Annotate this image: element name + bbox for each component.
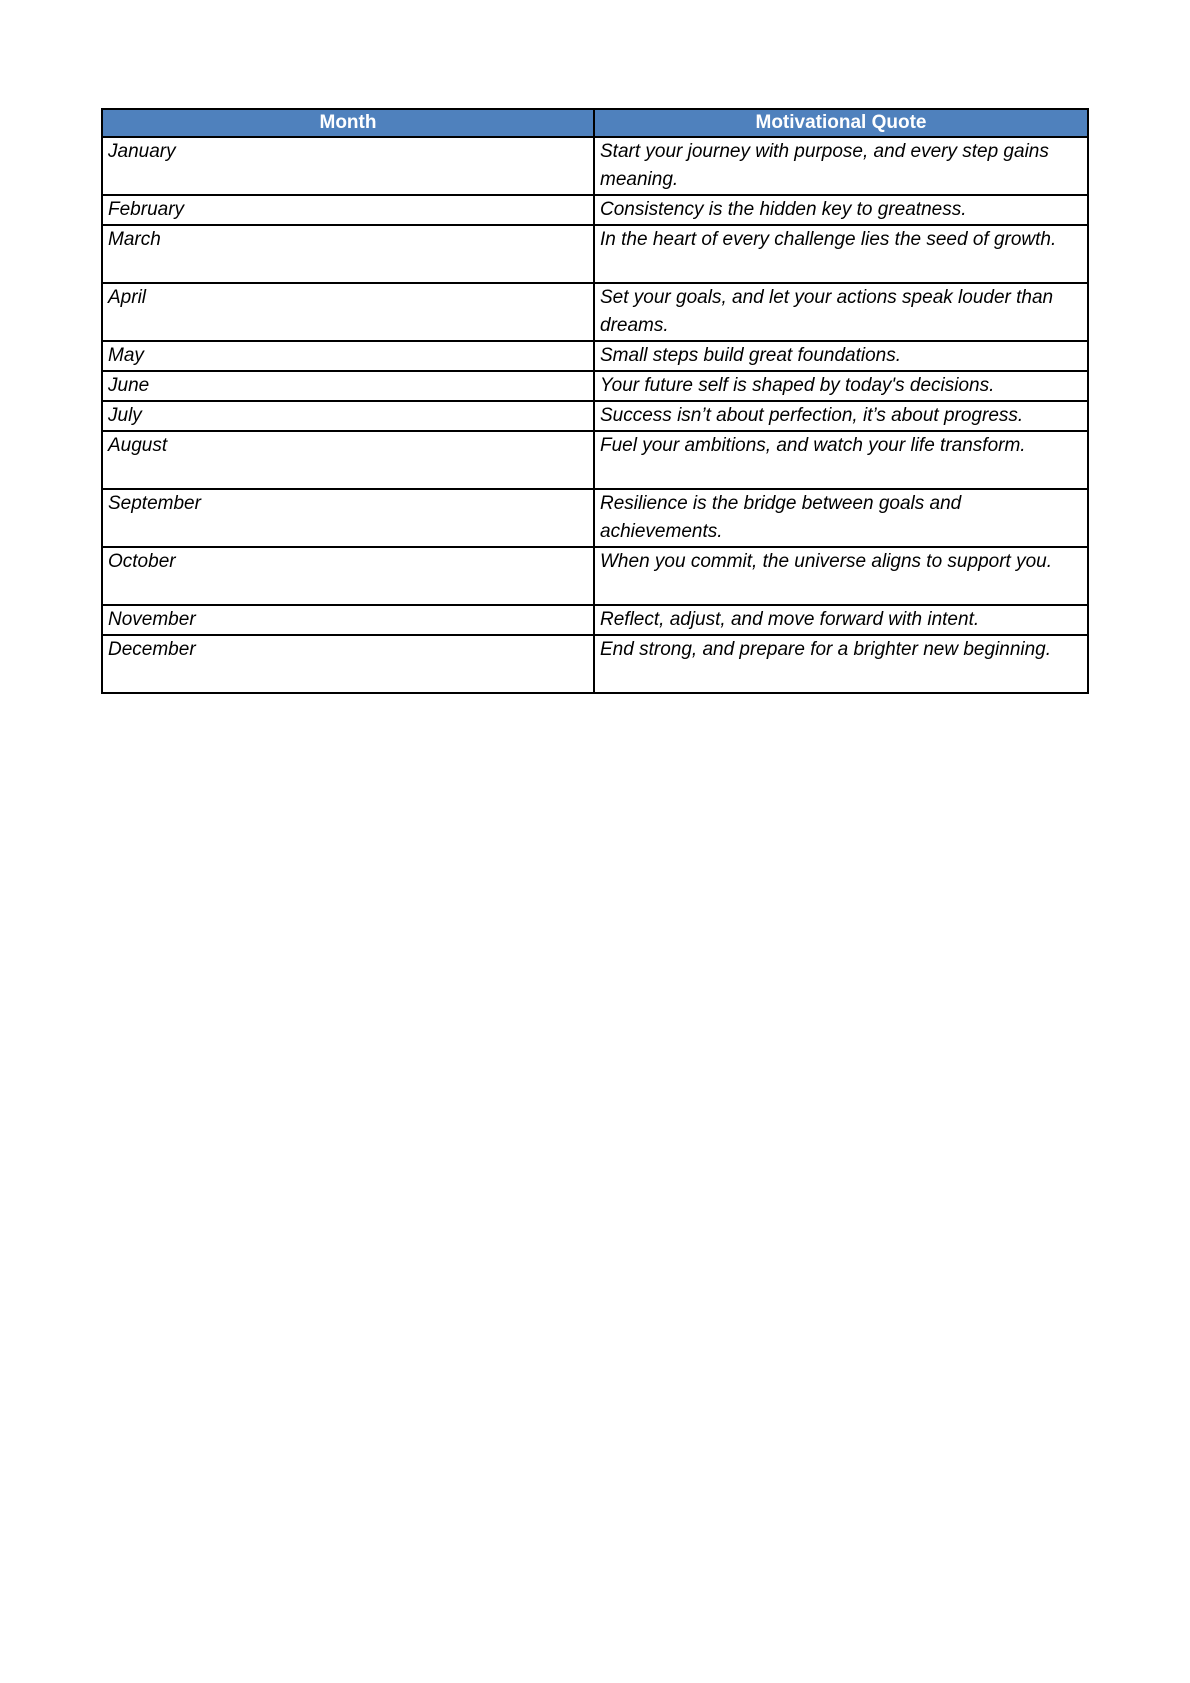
month-cell: October xyxy=(102,547,594,605)
month-cell: July xyxy=(102,401,594,431)
table-row xyxy=(102,489,1088,547)
table-row xyxy=(102,401,1088,431)
quote-cell: Set your goals, and let your actions speak louder than dreams. xyxy=(594,283,1088,341)
month-cell: December xyxy=(102,635,594,693)
month-cell: February xyxy=(102,195,594,225)
month-cell: April xyxy=(102,283,594,341)
quote-cell: Resilience is the bridge between goals and achievements. xyxy=(594,489,1088,547)
month-cell: September xyxy=(102,489,594,547)
quote-cell: End strong, and prepare for a brighter new beginning. xyxy=(594,635,1088,693)
column-header-month: Month xyxy=(102,109,594,137)
quote-cell: In the heart of every challenge lies the seed of growth. xyxy=(594,225,1088,283)
table-row xyxy=(102,431,1088,489)
table-row xyxy=(102,605,1088,635)
table-row xyxy=(102,195,1088,225)
table-row xyxy=(102,547,1088,605)
header-row xyxy=(102,109,1088,137)
column-header-quote: Motivational Quote xyxy=(594,109,1088,137)
quote-cell: Small steps build great foundations. xyxy=(594,341,1088,371)
quote-cell: Fuel your ambitions, and watch your life transform. xyxy=(594,431,1088,489)
table-row xyxy=(102,137,1088,195)
table-row xyxy=(102,371,1088,401)
month-cell: June xyxy=(102,371,594,401)
quote-cell: Success isn’t about perfection, it’s about progress. xyxy=(594,401,1088,431)
quote-cell: Start your journey with purpose, and every step gains meaning. xyxy=(594,137,1088,195)
quote-cell: Consistency is the hidden key to greatness. xyxy=(594,195,1088,225)
motivational-quotes-table xyxy=(101,108,1089,694)
month-cell: August xyxy=(102,431,594,489)
month-cell: May xyxy=(102,341,594,371)
quote-cell: Your future self is shaped by today's decisions. xyxy=(594,371,1088,401)
month-cell: January xyxy=(102,137,594,195)
table-row xyxy=(102,283,1088,341)
month-cell: March xyxy=(102,225,594,283)
table-row xyxy=(102,635,1088,693)
table-row xyxy=(102,225,1088,283)
table-row xyxy=(102,341,1088,371)
quote-cell: Reflect, adjust, and move forward with intent. xyxy=(594,605,1088,635)
quote-cell: When you commit, the universe aligns to support you. xyxy=(594,547,1088,605)
month-cell: November xyxy=(102,605,594,635)
